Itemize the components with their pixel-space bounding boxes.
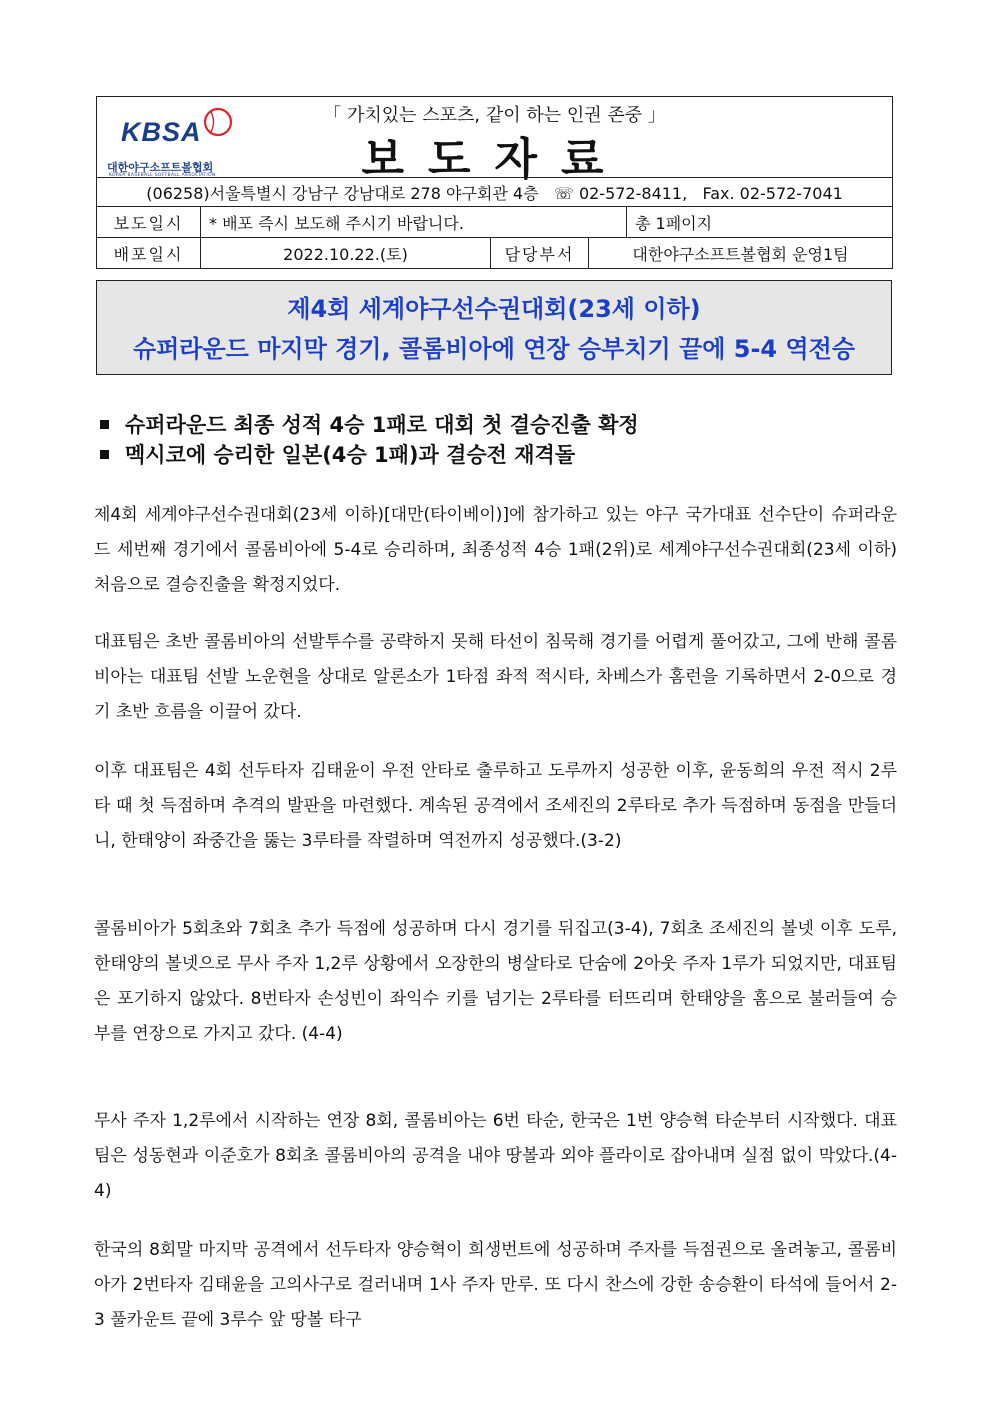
release-label: 보도일시 [97, 207, 201, 238]
press-release-title: 보도자료 [361, 134, 628, 185]
body-paragraph: 한국의 8회말 마지막 공격에서 선두타자 양승혁이 희생번트에 성공하며 주자를 득점권으로 올려놓고, 콜롬비아가 2번타자 김태윤을 고의사구로 걸러내며 1사 주자 만루. 또 다시 찬스에 강한 송승환이 타석에 들어서 2-3 풀카운트 끝에 3루수 앞 땅볼 타구 [94, 1240, 897, 1330]
fax-number: Fax. 02-572-7041 [702, 183, 843, 203]
summary-bullet [98, 410, 888, 440]
headline-line-1: 제4회 세계야구선수권대회(23세 이하) [287, 295, 701, 323]
press-header-table [96, 96, 893, 269]
summary-bullet [98, 440, 888, 470]
headline-line-2: 슈퍼라운드 마지막 경기, 콜롬비아에 연장 승부치기 끝에 5-4 역전승 [132, 335, 856, 363]
page-count: 총 1페이지 [627, 207, 893, 238]
phone-icon: ☏ [553, 183, 574, 203]
bullet-text: 멕시코에 승리한 일본(4승 1패)과 결승전 재격돌 [125, 443, 576, 467]
logo-name-english: KOREA BASEBALL SOFTBALL ASSOCIATION [109, 173, 216, 178]
body-paragraph: 콜롬비아가 5회초와 7회초 추가 득점에 성공하며 다시 경기를 뒤집고(3-4), 7회초 조세진의 볼넷 이후 도루, 한태양의 볼넷으로 무사 주자 1,2루 상황에서 오장한의 병살타로 단숨에 2아웃 주자 1루가 되었지만, 대표팀은 포기하지 않았다. 8번타자 손성빈이 좌익수 키를 넘기는 2루타를 터뜨리며 한태양을 홈으로 불러들여 승부를 연장으로 가지고 갔다. (4-4) [94, 919, 897, 1044]
summary-bullets [98, 410, 888, 470]
address: (06258)서울특별시 강남구 강남대로 278 야구회관 4층 [146, 183, 539, 203]
slogan: 「 가치있는 스포츠, 같이 하는 인권 존중 」 [323, 105, 666, 126]
distribution-date: 2022.10.22.(토) [201, 238, 491, 269]
phone-number: 02-572-8411, [578, 183, 688, 203]
body-paragraph: 대표팀은 초반 콜롬비아의 선발투수를 공략하지 못해 타선이 침묵해 경기를 어렵게 풀어갔고, 그에 반해 콜롬비아는 대표팀 선발 노운현을 상대로 알론소가 1타점 좌적 적시타, 차베스가 홈런을 기록하면서 2-0으로 경기 초반 흐름을 이끌어 갔다. [94, 632, 897, 722]
body-paragraph: 제4회 세계야구선수권대회(23세 이하)[대만(타이베이)]에 참가하고 있는 야구 국가대표 선수단이 슈퍼라운드 세번째 경기에서 콜롬비아에 5-4로 승리하며, 최종성적 4승 1패(2위)로 세계야구선수권대회(23세 이하) 처음으로 결승진출을 확정지었다. [94, 505, 897, 595]
logo-abbr: KBSA [121, 117, 202, 147]
headline-box [96, 280, 892, 375]
square-bullet-icon [100, 420, 109, 429]
body-paragraph: 무사 주자 1,2루에서 시작하는 연장 8회, 콜롬비아는 6번 타순, 한국은 1번 양승혁 타순부터 시작했다. 대표팀은 성동현과 이준호가 8회초 콜롬비아의 공격을 내야 땅볼과 외야 플라이로 잡아내며 실점 없이 막았다.(4-4) [94, 1111, 897, 1201]
square-bullet-icon [100, 450, 109, 459]
bullet-text: 슈퍼라운드 최종 성적 4승 1패로 대회 첫 결승진출 확정 [125, 413, 639, 437]
department-value: 대한야구소프트볼협회 운영1팀 [589, 238, 893, 269]
distribution-label: 배포일시 [97, 238, 201, 269]
body-paragraph: 이후 대표팀은 4회 선두타자 김태윤이 우전 안타로 출루하고 도루까지 성공한 이후, 윤동희의 우전 적시 2루타 때 첫 득점하며 추격의 발판을 마련했다. 계속된 공격에서 조세진의 2루타로 추가 득점하며 동점을 만들더니, 한태양이 좌중간을 뚫는 3루타를 작렬하며 역전까지 성공했다.(3-2) [94, 761, 897, 851]
release-value: * 배포 즉시 보도해 주시기 바랍니다. [201, 207, 627, 238]
logo-name-korean: 대한야구소프트볼협회 [107, 161, 214, 174]
title-cell [97, 97, 893, 185]
department-label: 담당부서 [491, 238, 589, 269]
